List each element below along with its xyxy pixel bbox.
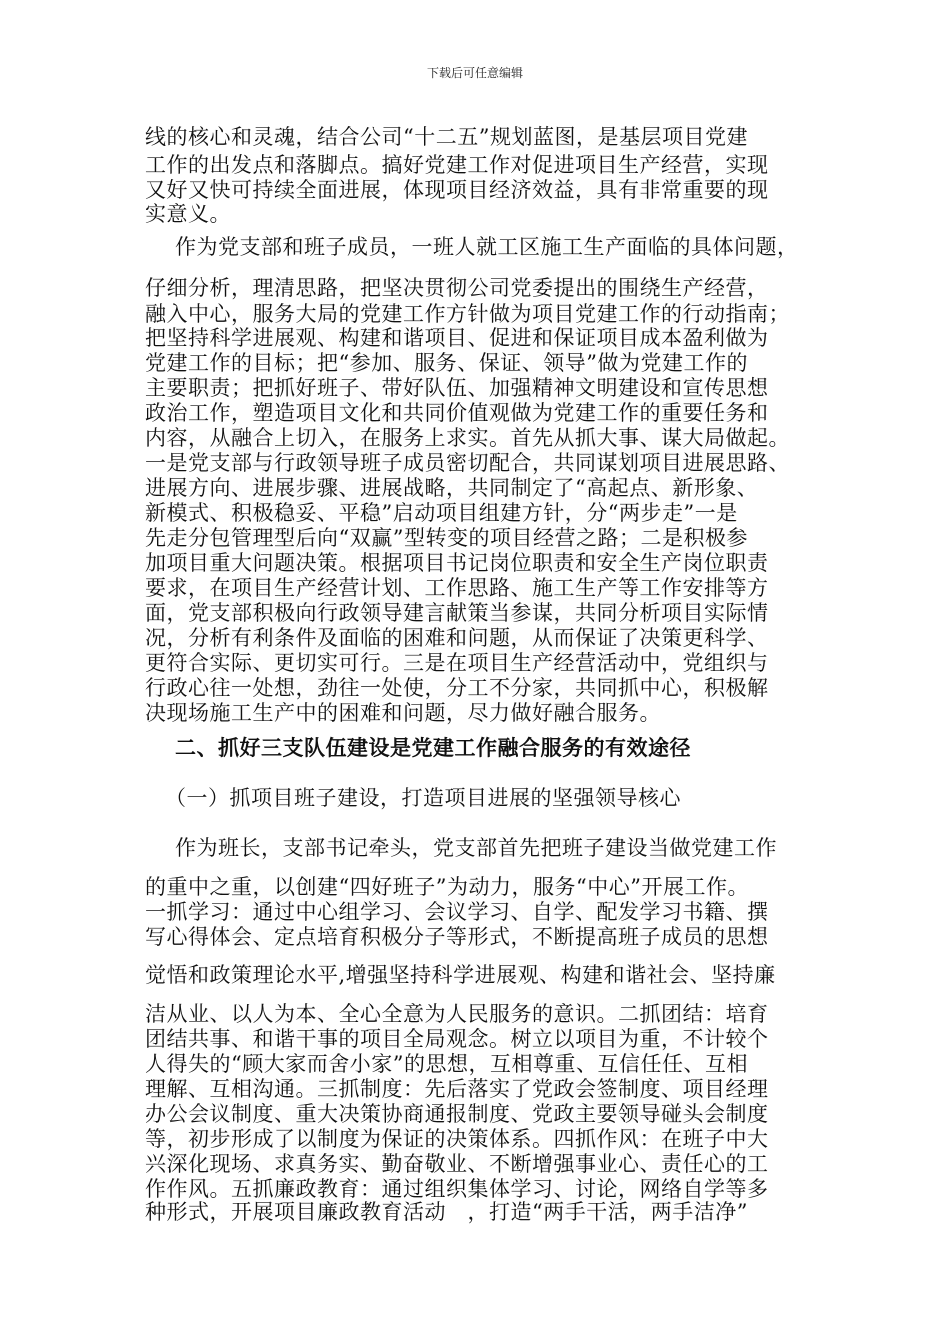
text-line: 洁从业、以人为本、全心全意为人民服务的意识。二抓团结：培育 <box>145 1002 769 1026</box>
page-header: 下载后可任意编辑 <box>426 66 523 80</box>
text-line: 人得失的“顾大家而舍小家”的思想，互相尊重、互信任任、互相 <box>145 1052 748 1076</box>
text-line: 面，党支部积极向行政领导建言献策当参谋，共同分析项目实际情 <box>145 601 769 625</box>
text-line: 政治工作，塑造项目文化和共同价值观做为党建工作的重要任务和 <box>145 401 769 425</box>
text-line: 线的核心和灵魂，结合公司“十二五”规划蓝图，是基层项目党建 <box>145 125 748 149</box>
text-line: 先走分包管理型后向“双赢”型转变的项目经营之路；二是积极参 <box>145 526 748 550</box>
text-line: 把坚持科学进展观、构建和谐项目、促进和保证项目成本盈利做为 <box>145 326 769 350</box>
text-line: 况，分析有利条件及面临的困难和问题，从而保证了决策更科学、 <box>145 626 769 650</box>
text-line: 仔细分析，理清思路，把坚决贯彻公司党委提出的围绕生产经营， <box>145 276 769 300</box>
text-line: 加项目重大问题决策。根据项目书记岗位职责和安全生产岗位职责 <box>145 551 769 575</box>
text-line: 内容，从融合上切入，在服务上求实。首先从抓大事、谋大局做起。 <box>145 426 790 450</box>
text-line: 实意义。 <box>145 202 231 226</box>
subsection-heading: （一）抓项目班子建设，打造项目进展的坚强领导核心 <box>165 786 681 810</box>
text-line: 一抓学习：通过中心组学习、会议学习、自学、配发学习书籍、撰 <box>145 900 769 924</box>
text-line: 更符合实际、更切实可行。三是在项目生产经营活动中，党组织与 <box>145 651 769 675</box>
text-line: 团结共事、和谐干事的项目全局观念。树立以项目为重，不计较个 <box>145 1027 769 1051</box>
text-line: 一是党支部与行政领导班子成员密切配合，共同谋划项目进展思路、 <box>145 451 790 475</box>
text-line: 作为班长，支部书记牵头，党支部首先把班子建设当做党建工作 <box>175 836 777 860</box>
text-line: 作作风。五抓廉政教育：通过组织集体学习、讨论，网络自学等多 <box>145 1177 769 1201</box>
text-line: 进展方向、进展步骤、进展战略，共同制定了“高起点、新形象、 <box>145 476 759 500</box>
text-line: 决现场施工生产中的困难和问题，尽力做好融合服务。 <box>145 701 661 725</box>
text-line: 主要职责；把抓好班子、带好队伍、加强精神文明建设和宣传思想 <box>145 376 769 400</box>
text-line: 觉悟和政策理论水平,增强坚持科学进展观、构建和谐社会、坚持廉 <box>145 963 776 987</box>
text-line: 办公会议制度、重大决策协商通报制度、党政主要领导碰头会制度 <box>145 1102 769 1126</box>
text-line: 理解、互相沟通。三抓制度：先后落实了党政会签制度、项目经理 <box>145 1077 769 1101</box>
text-line: 党建工作的目标；把“参加、服务、保证、领导”做为党建工作的 <box>145 351 748 375</box>
text-line: 等，初步形成了以制度为保证的决策体系。四抓作风：在班子中大 <box>145 1127 769 1151</box>
text-line: 融入中心，服务大局的党建工作方针做为项目党建工作的行动指南； <box>145 302 790 326</box>
text-line: 作为党支部和班子成员，一班人就工区施工生产面临的具体问题， <box>175 235 799 259</box>
text-line: 行政心往一处想，劲往一处使，分工不分家，共同抓中心，积极解 <box>145 676 769 700</box>
text-line: 要求，在项目生产经营计划、工作思路、施工生产等工作安排等方 <box>145 576 769 600</box>
text-line: 写心得体会、定点培育积极分子等形式，不断提高班子成员的思想 <box>145 925 769 949</box>
text-line: 新模式、积极稳妥、平稳”启动项目组建方针，分“两步走”一是 <box>145 501 738 525</box>
section-heading: 二、抓好三支队伍建设是党建工作融合服务的有效途径 <box>175 735 691 760</box>
text-line: 的重中之重，以创建“四好班子”为动力，服务“中心”开展工作。 <box>145 875 749 899</box>
text-line: 又好又快可持续全面进展，体现项目经济效益，具有非常重要的现 <box>145 178 769 202</box>
text-line: 工作的出发点和落脚点。搞好党建工作对促进项目生产经营，实现 <box>145 153 769 177</box>
text-line: 种形式，开展项目廉政教育活动 ，打造“两手干活，两手洁净” <box>145 1200 748 1224</box>
text-line: 兴深化现场、求真务实、勤奋敬业、不断增强事业心、责任心的工 <box>145 1152 769 1176</box>
